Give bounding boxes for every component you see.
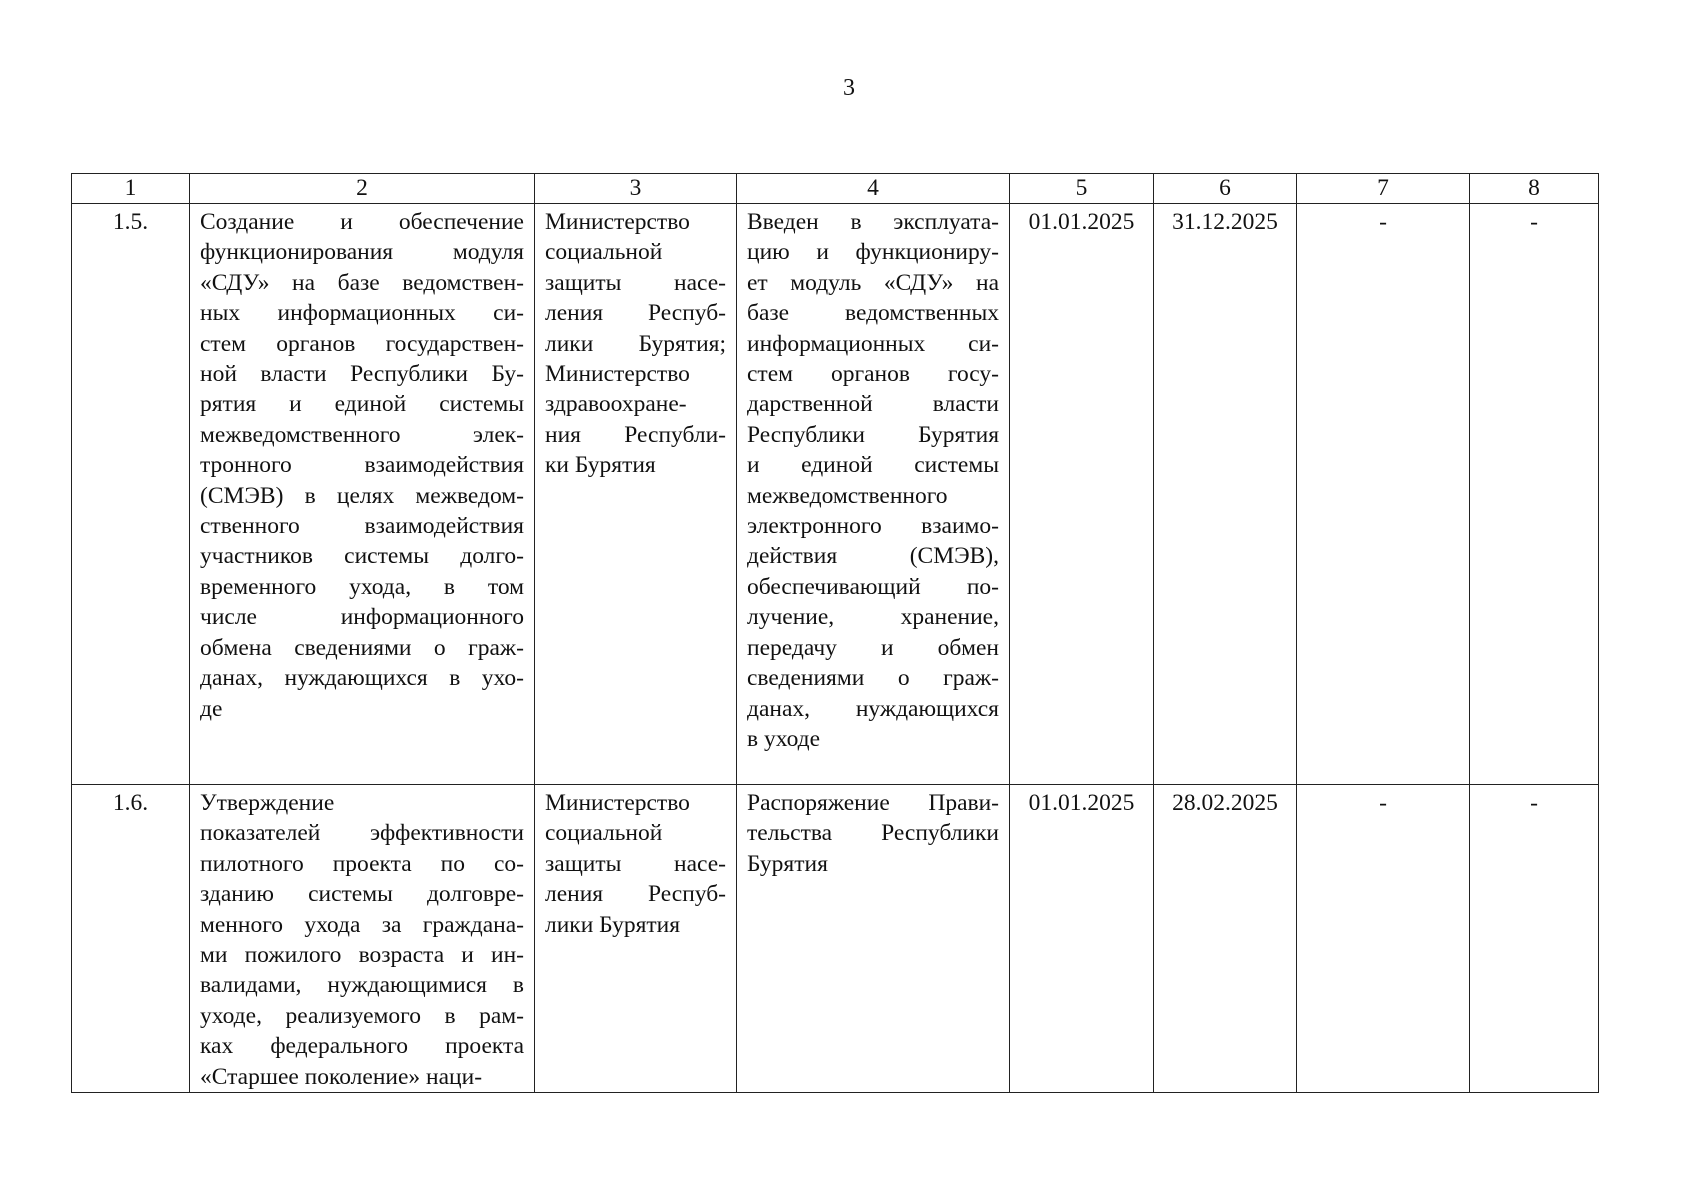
text-line: обеспечивающий по- [747, 573, 999, 600]
text-line: социальной [545, 820, 663, 847]
text-line: Министерство [545, 209, 690, 235]
header-cell-3: 3 [535, 174, 737, 204]
text-line: Республики Бурятия [747, 421, 999, 448]
text-line: в уходе [747, 725, 821, 752]
text-line: здравоохране- [545, 391, 687, 418]
text-line: Министерство [545, 361, 690, 388]
header-cell-4: 4 [737, 174, 1010, 204]
page-number: 3 [843, 75, 855, 101]
responsible-cell [535, 204, 737, 785]
activity-cell [190, 204, 535, 785]
text-line: зданию системы долговре- [200, 881, 524, 908]
text-line: данах, нуждающихся [747, 695, 999, 722]
text-line: Введен в эксплуата- [747, 209, 999, 235]
text-line: Распоряжение Прави- [747, 790, 999, 816]
text-line: ной власти Республики Бу- [200, 361, 524, 388]
table-row [72, 785, 1599, 1093]
text-line: ках федерального проекта [200, 1033, 524, 1060]
text-line: ления Респуб- [545, 881, 726, 908]
table-header [72, 174, 1599, 204]
activity-lines [200, 788, 524, 1092]
header-cell-1: 1 [72, 174, 190, 204]
text-line: ных информационных си- [200, 300, 524, 327]
activity-lines [200, 207, 524, 724]
text-line: участников системы долго- [200, 543, 524, 570]
header-cell-7: 7 [1297, 174, 1470, 204]
text-line: «СДУ» на базе ведомствен- [200, 269, 524, 296]
text-line: базе ведомственных [747, 300, 999, 327]
table-body [72, 204, 1599, 1093]
text-line: уходе, реализуемого в рам- [200, 1002, 524, 1029]
header-cell-6: 6 [1154, 174, 1297, 204]
text-line: сведениями о граж- [747, 665, 999, 692]
text-line: лики Бурятия; [545, 330, 726, 357]
text-line: данах, нуждающихся в ухо- [200, 665, 524, 692]
text-line: пилотного проекта по со- [200, 850, 524, 877]
col7-value: - [1297, 785, 1470, 1093]
result-lines [747, 788, 999, 879]
text-line: ственного взаимодействия [200, 513, 524, 540]
header-row [72, 174, 1599, 204]
text-line: передачу и обмен [747, 634, 999, 661]
text-line: Бурятия [747, 850, 828, 877]
text-line: межведомственного элек- [200, 421, 524, 448]
result-cell [737, 204, 1010, 785]
text-line: ми пожилого возраста и ин- [200, 942, 524, 969]
text-line: ления Респуб- [545, 300, 726, 327]
text-line: цию и функциониру- [747, 239, 999, 266]
header-cell-5: 5 [1010, 174, 1154, 204]
text-line: рятия и единой системы [200, 391, 524, 418]
end-date: 31.12.2025 [1154, 204, 1297, 785]
text-line: числе информационного [200, 604, 524, 631]
text-line: социальной [545, 239, 663, 266]
result-cell [737, 785, 1010, 1093]
text-line: информационных си- [747, 330, 999, 357]
start-date: 01.01.2025 [1010, 785, 1154, 1093]
col8-value: - [1470, 204, 1599, 785]
text-line: показателей эффективности [200, 820, 524, 847]
result-lines [747, 207, 999, 754]
text-line: ет модуль «СДУ» на [747, 269, 999, 296]
col8-value: - [1470, 785, 1599, 1093]
text-line: (СМЭВ) в целях межведом- [200, 482, 524, 509]
header-cell-8: 8 [1470, 174, 1599, 204]
table-row [72, 204, 1599, 785]
activity-cell [190, 785, 535, 1093]
text-line: лучение, хранение, [747, 604, 999, 631]
text-line: тронного взаимодействия [200, 452, 524, 479]
text-line: Министерство [545, 790, 690, 816]
text-line: стем органов госу- [747, 361, 999, 388]
start-date: 01.01.2025 [1010, 204, 1154, 785]
responsible-lines [545, 788, 726, 940]
text-line: действия (СМЭВ), [747, 543, 999, 570]
text-line: межведомственного [747, 482, 948, 509]
responsible-cell [535, 785, 737, 1093]
text-line: временного ухода, в том [200, 573, 524, 600]
text-line: тельства Республики [747, 820, 999, 847]
plan-table [71, 173, 1599, 1093]
row-number: 1.6. [72, 785, 190, 1093]
row-number: 1.5. [72, 204, 190, 785]
text-line: Утверждение [200, 790, 335, 816]
end-date: 28.02.2025 [1154, 785, 1297, 1093]
text-line: менного ухода за граждана- [200, 911, 524, 938]
text-line: лики Бурятия [545, 911, 681, 938]
text-line: защиты насе- [545, 850, 726, 877]
text-line: защиты насе- [545, 269, 726, 296]
text-line: валидами, нуждающимися в [200, 972, 524, 999]
text-line: электронного взаимо- [747, 513, 999, 540]
text-line: Создание и обеспечение [200, 209, 524, 235]
text-line: дарственной власти [747, 391, 999, 418]
text-line: ки Бурятия [545, 452, 656, 479]
text-line: «Старшее поколение» наци- [200, 1063, 483, 1090]
text-line: де [200, 695, 223, 722]
text-line: стем органов государствен- [200, 330, 524, 357]
text-line: обмена сведениями о граж- [200, 634, 524, 661]
text-line: ния Республи- [545, 421, 726, 448]
col7-value: - [1297, 204, 1470, 785]
text-line: и единой системы [747, 452, 999, 479]
responsible-lines [545, 207, 726, 481]
text-line: функционирования модуля [200, 239, 524, 266]
header-cell-2: 2 [190, 174, 535, 204]
